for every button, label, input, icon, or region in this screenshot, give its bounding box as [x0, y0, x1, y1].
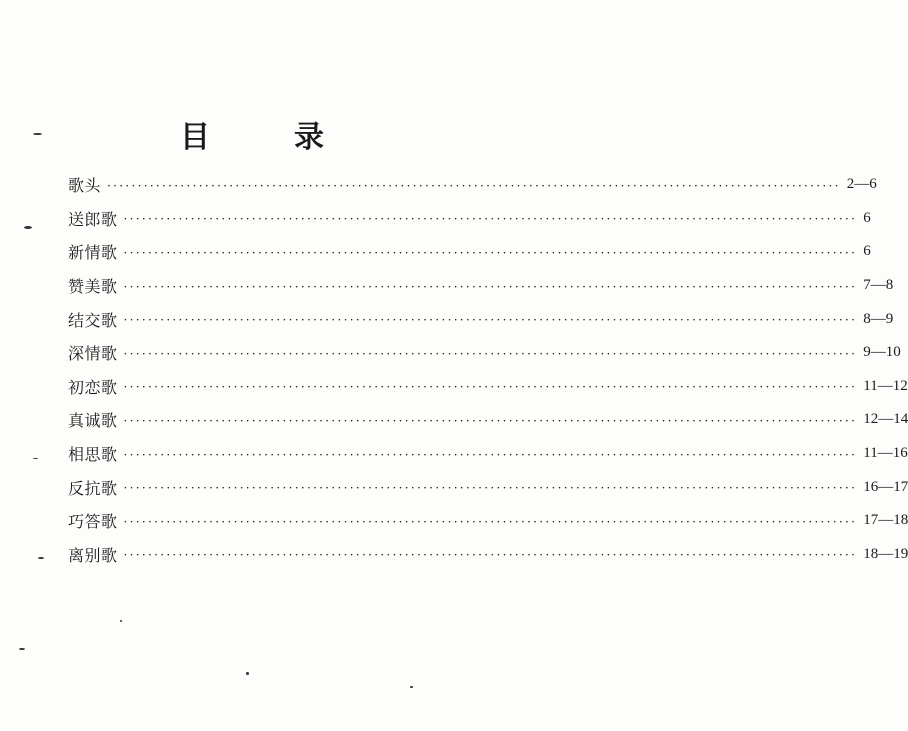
toc-entry[interactable] — [68, 168, 877, 202]
toc-entry-pages: 11—12 — [863, 377, 908, 394]
toc-entry[interactable] — [68, 269, 894, 303]
table-of-contents — [68, 168, 908, 571]
toc-entry-pages: 12—14 — [863, 411, 908, 428]
toc-entry-title: 反抗歌 — [68, 478, 118, 498]
toc-entry-pages: 17—18 — [863, 512, 908, 529]
toc-entry[interactable] — [68, 538, 908, 572]
toc-entry-title: 深情歌 — [68, 344, 118, 364]
toc-entry-title: 真诚歌 — [68, 411, 118, 431]
toc-entry-pages: 6 — [863, 243, 871, 260]
toc-leader-dots: ························································································································ — [107, 178, 841, 193]
toc-entry[interactable] — [68, 470, 908, 504]
toc-leader-dots: ························································································································ — [123, 514, 858, 529]
toc-entry-title: 送郎歌 — [68, 209, 118, 229]
toc-entry-title: 离别歌 — [68, 545, 118, 565]
page-title — [0, 112, 504, 156]
toc-entry-pages: 8—9 — [863, 310, 894, 327]
scan-speck — [33, 133, 42, 135]
toc-entry-title: 新情歌 — [68, 243, 118, 263]
toc-leader-dots: ························································································································ — [123, 413, 858, 428]
toc-leader-dots: ························································································································ — [123, 279, 858, 294]
scan-speck — [38, 557, 44, 559]
toc-leader-dots: ························································································································ — [123, 346, 858, 361]
toc-leader-dots: ························································································································ — [123, 212, 858, 227]
toc-entry-pages: 16—17 — [863, 478, 908, 495]
toc-entry[interactable] — [68, 403, 908, 437]
scan-speck — [410, 686, 413, 688]
toc-entry[interactable] — [68, 336, 901, 370]
toc-leader-dots: ························································································································ — [123, 380, 858, 395]
title-char-1: 目 — [180, 120, 210, 155]
toc-entry[interactable] — [68, 302, 894, 336]
scan-speck — [246, 672, 249, 675]
toc-leader-dots: ························································································································ — [123, 548, 858, 563]
toc-entry-title: 巧答歌 — [68, 512, 118, 532]
toc-leader-dots: ························································································································ — [123, 481, 858, 496]
toc-entry-pages: 2—6 — [846, 176, 877, 193]
toc-entry-pages: 9—10 — [863, 344, 901, 361]
toc-entry-title: 结交歌 — [68, 310, 118, 330]
toc-entry-pages: 7—8 — [863, 277, 894, 294]
toc-entry-pages: 6 — [863, 209, 871, 226]
toc-entry-pages: 11—16 — [863, 445, 908, 462]
toc-entry[interactable] — [68, 504, 908, 538]
toc-entry-title: 相思歌 — [68, 445, 118, 465]
toc-entry-title: 赞美歌 — [68, 277, 118, 297]
title-char-2: 录 — [294, 120, 324, 155]
scan-speck — [24, 226, 32, 229]
toc-entry[interactable] — [68, 202, 871, 236]
scan-speck — [33, 458, 38, 459]
scan-speck — [19, 648, 25, 650]
toc-entry-title: 初恋歌 — [68, 377, 118, 397]
toc-entry[interactable] — [68, 235, 871, 269]
toc-entry[interactable] — [68, 437, 908, 471]
toc-leader-dots: ························································································································ — [123, 313, 858, 328]
toc-leader-dots: ························································································································ — [123, 245, 858, 260]
toc-entry-title: 歌头 — [68, 176, 102, 196]
toc-entry[interactable] — [68, 370, 908, 404]
scan-speck — [120, 620, 122, 622]
toc-leader-dots: ························································································································ — [123, 447, 858, 462]
toc-entry-pages: 18—19 — [863, 545, 908, 562]
